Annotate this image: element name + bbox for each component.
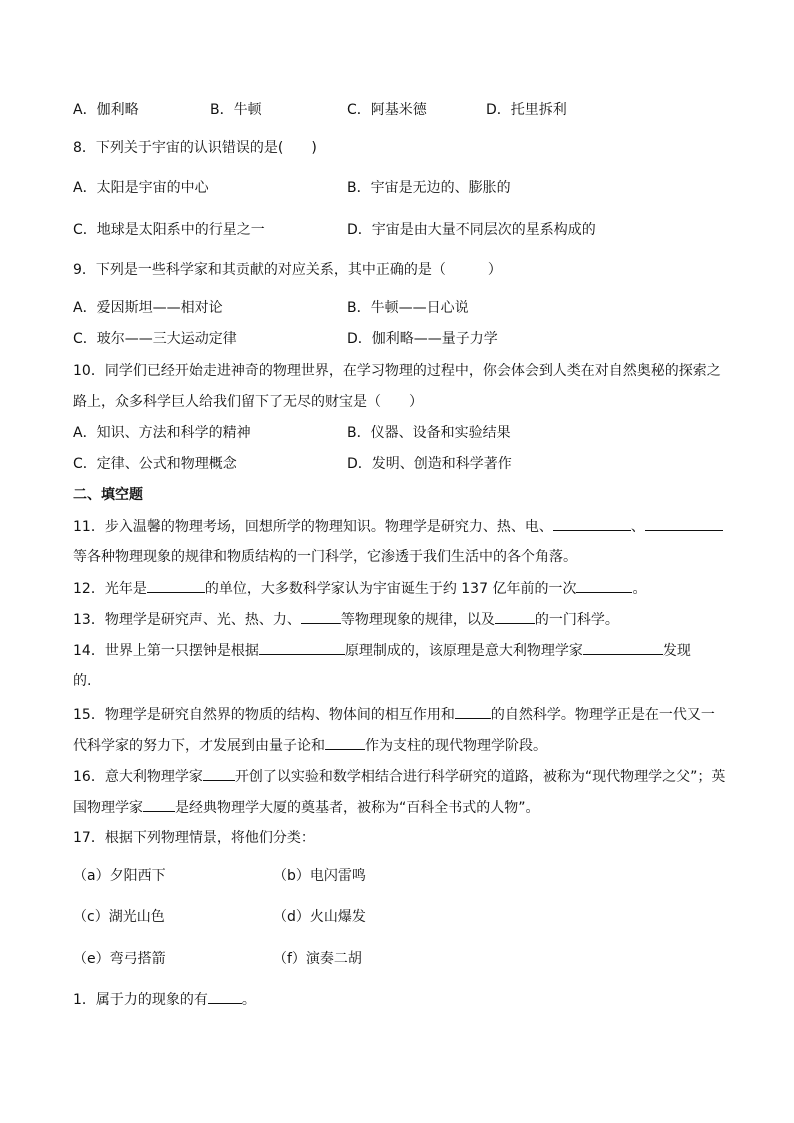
q15-text: 作为支柱的现代物理学阶段。: [365, 738, 547, 754]
q10-option-c: C．定律、公式和物理概念: [73, 456, 237, 472]
q8-stem: 8．下列关于宇宙的认识错误的是( ): [73, 140, 317, 156]
q17-blank-1: [208, 989, 242, 1004]
q8-option-d: D．宇宙是由大量不同层次的星系构成的: [347, 222, 596, 238]
q13-line: [73, 609, 619, 630]
q10-option-b: B．仪器、设备和实验结果: [347, 425, 511, 441]
q15-text: 15．物理学是研究自然界的物质的结构、物体间的相互作用和: [73, 707, 455, 723]
q15-line2: [73, 735, 547, 756]
q7-option-b: B．牛顿: [210, 102, 262, 118]
q9-option-c: C．玻尔——三大运动定律: [73, 331, 237, 347]
q17-text: 1．属于力的现象的有: [73, 992, 208, 1008]
q17-item-f: （f）演奏二胡: [273, 951, 362, 967]
q15-text: 代科学家的努力下，才发展到由量子论和: [73, 738, 325, 754]
q11-blank-2: [645, 516, 723, 531]
q16-blank-1: [203, 766, 235, 781]
q12-line: [73, 578, 646, 599]
q14-text: 发现: [662, 643, 691, 659]
q16-blank-2: [143, 797, 175, 812]
q11-blank-1: [553, 516, 631, 531]
q15-line1: [73, 704, 715, 725]
q15-text: 的自然科学。物理学正是在一代又一: [490, 707, 715, 723]
q13-text: 的一门科学。: [534, 612, 619, 628]
q17-item-e: （e）弯弓搭箭: [73, 951, 166, 967]
q7-option-c: C．阿基米德: [347, 102, 427, 118]
q10-stem-line1: 10．同学们已经开始走进神奇的物理世界，在学习物理的过程中，你会体会到人类在对自然奥秘的探索之: [73, 363, 721, 379]
q14-line2: 的.: [73, 673, 92, 689]
q17-item-a: （a）夕阳西下: [73, 868, 166, 884]
q16-line2: [73, 797, 540, 818]
q12-blank-1: [147, 578, 205, 593]
q16-text: 16．意大利物理学家: [73, 769, 203, 785]
q16-text: 国物理学家: [73, 800, 143, 816]
q12-text: 。: [632, 581, 647, 597]
q17-item-d: （d）火山爆发: [273, 909, 366, 925]
q13-blank-1: [301, 609, 341, 624]
q9-option-b: B．牛顿——日心说: [347, 300, 469, 316]
q14-text: 原理制成的，该原理是意大利物理学家: [344, 643, 583, 659]
q13-text: 13．物理学是研究声、光、热、力、: [73, 612, 301, 628]
q14-blank-1: [259, 640, 345, 655]
q11-line2: 等各种物理现象的规律和物质结构的一门科学，它渗透于我们生活中的各个角落。: [73, 549, 577, 565]
q8-option-b: B．宇宙是无边的、膨胀的: [347, 180, 511, 196]
q12-blank-2: [576, 578, 632, 593]
q8-option-a: A．太阳是宇宙的中心: [73, 180, 209, 196]
q7-option-d: D．托里拆利: [486, 102, 567, 118]
q17-text: 。: [241, 992, 256, 1008]
q13-blank-2: [495, 609, 535, 624]
q10-option-d: D．发明、创造和科学著作: [347, 456, 512, 472]
q16-line1: [73, 766, 725, 787]
q12-text: 的单位，大多数科学家认为宇宙诞生于约 137 亿年前的一次: [204, 581, 577, 597]
q8-option-c: C．地球是太阳系中的行星之一: [73, 222, 265, 238]
q14-blank-2: [583, 640, 663, 655]
q14-text: 14．世界上第一只摆钟是根据: [73, 643, 259, 659]
q9-option-d: D．伽利略——量子力学: [347, 331, 498, 347]
q10-stem-line2: 路上，众多科学巨人给我们留下了无尽的财宝是（ ）: [73, 394, 423, 410]
q9-option-a: A．爱因斯坦——相对论: [73, 300, 223, 316]
q16-text: 是经典物理学大厦的奠基者，被称为“百科全书式的人物”。: [175, 800, 540, 816]
q7-option-a: A．伽利略: [73, 102, 139, 118]
section-title: 二、填空题: [73, 487, 143, 503]
q12-text: 12．光年是: [73, 581, 147, 597]
q17-item-b: （b）电闪雷鸣: [273, 868, 366, 884]
q16-text: 开创了以实验和数学相结合进行科学研究的道路，被称为“现代物理学之父”；英: [234, 769, 726, 785]
q11-text: 、: [630, 519, 645, 535]
q15-blank-2: [325, 735, 365, 750]
q11-text: 11．步入温馨的物理考场，回想所学的物理知识。物理学是研究力、热、电、: [73, 519, 553, 535]
q9-stem: 9．下列是一些科学家和其贡献的对应关系，其中正确的是（ ）: [73, 262, 502, 278]
q10-option-a: A．知识、方法和科学的精神: [73, 425, 251, 441]
q15-blank-1: [455, 704, 491, 719]
q17-stem: 17．根据下列物理情景，将他们分类：: [73, 830, 315, 846]
q11-line1: [73, 516, 723, 537]
q17-item-c: （c）湖光山色: [73, 909, 165, 925]
q14-line1: [73, 640, 691, 661]
q13-text: 等物理现象的规律，以及: [340, 612, 495, 628]
q17-sub1: [73, 989, 256, 1010]
